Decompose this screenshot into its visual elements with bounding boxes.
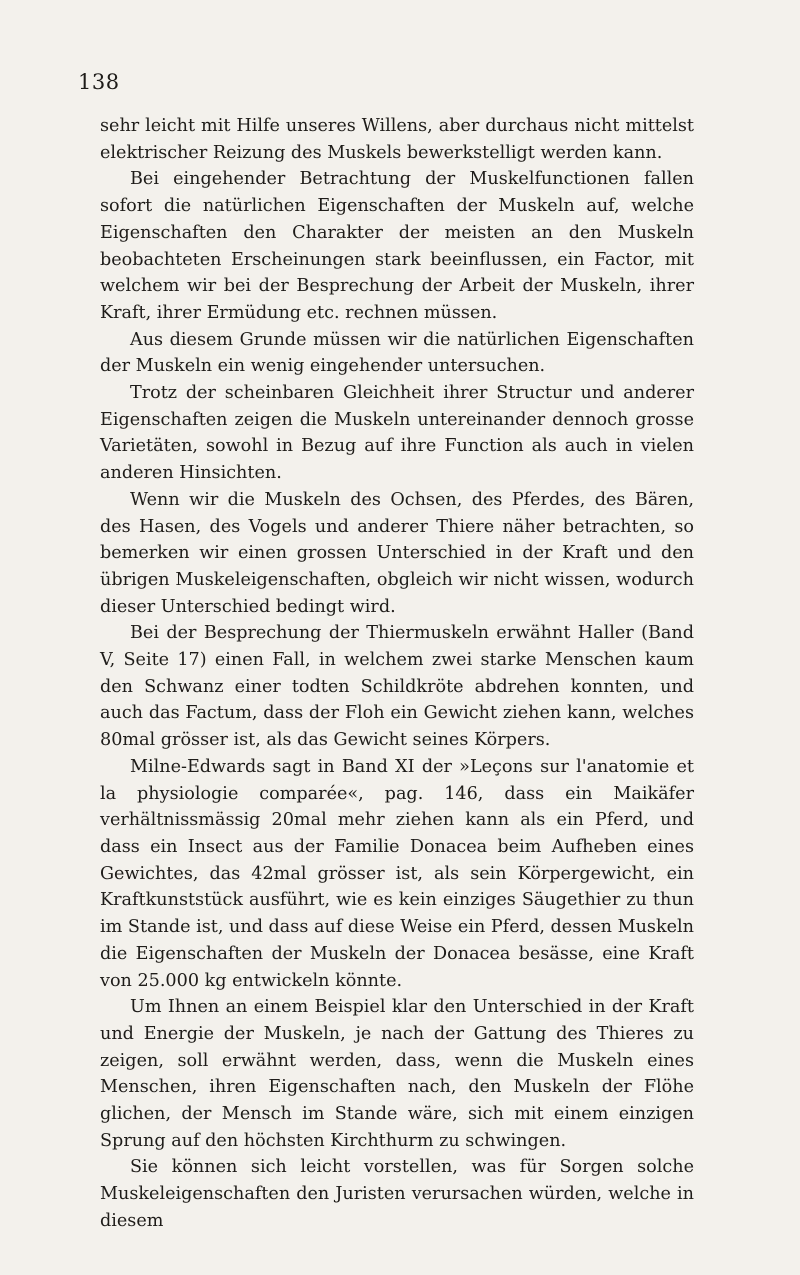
paragraph-1: sehr leicht mit Hilfe unseres Willens, aber durchaus nicht mittelst elektrischer Reizung des Muskels bewerkstelligt werden kann. [100,116,694,163]
paragraph-7: Milne-Edwards sagt in Band XI der »Leçons sur l'anatomie et la physiologie comparée«, pag. 146, dass ein Maikäfer verhältnissmässig 20mal mehr ziehen kann als ein Pferd, und dass ein Insect aus der Familie Donacea beim Aufheben eines Gewichtes, das 42mal grösser ist, als sein Körpergewicht, ein Kraftkunststück ausführt, wie es kein einziges Säugethier zu thun im Stande ist, und dass auf diese Weise ein Pferd, dessen Muskeln die Eigenschaften der Muskeln der Donacea besässe, eine Kraft von 25.000 kg entwickeln könnte. [100,756,694,991]
page-number: 138 [78,70,120,94]
paragraph-8: Um Ihnen an einem Beispiel klar den Unterschied in der Kraft und Energie der Muskeln, je nach der Gattung des Thieres zu zeigen, soll erwähnt werden, dass, wenn die Muskeln eines Menschen, ihren Eigenschaften nach, den Muskeln der Flöhe glichen, der Mensch im Stande wäre, sich mit einem einzigen Sprung auf den höchsten Kirchthurm zu schwingen. [100,997,694,1151]
paragraph-4: Trotz der scheinbaren Gleichheit ihrer Structur und anderer Eigenschaften zeigen die Muskeln untereinander dennoch grosse Varietäten, sowohl in Bezug auf ihre Function als auch in vielen anderen Hinsichten. [100,383,694,484]
paragraph-6: Bei der Besprechung der Thiermuskeln erwähnt Haller (Band V, Seite 17) einen Fall, in welchem zwei starke Menschen kaum den Schwanz einer todten Schildkröte abdrehen konnten, und auch das Factum, dass der Floh ein Gewicht ziehen kann, welches 80mal grösser ist, als das Gewicht seines Körpers. [100,623,694,751]
paragraph-9: Sie können sich leicht vorstellen, was für Sorgen solche Muskeleigenschaften den Juristen verursachen würden, welche in diesem [100,1157,694,1231]
paragraph-5: Wenn wir die Muskeln des Ochsen, des Pferdes, des Bären, des Hasen, des Vogels und anderer Thiere näher betrachten, so bemerken wir einen grossen Unterschied in der Kraft und den übrigen Muskeleigenschaften, obgleich wir nicht wissen, wodurch dieser Unterschied bedingt wird. [100,489,694,617]
body-text [100,113,694,1235]
paragraph-2: Bei eingehender Betrachtung der Muskelfunctionen fallen sofort die natürlichen Eigenschaften der Muskeln auf, welche Eigenschaften den Charakter der meisten an den Muskeln beobachteten Erscheinungen stark beeinflussen, ein Factor, mit welchem wir bei der Besprechung der Arbeit der Muskeln, ihrer Kraft, ihrer Ermüdung etc. rechnen müssen. [100,169,694,323]
paragraph-3: Aus diesem Grunde müssen wir die natürlichen Eigenschaften der Muskeln ein wenig eingehender untersuchen. [100,329,694,377]
